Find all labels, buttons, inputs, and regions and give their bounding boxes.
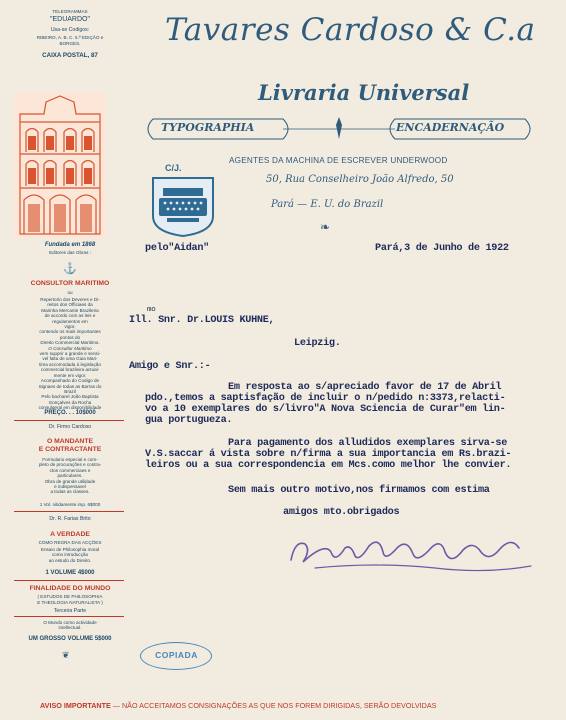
description-line: Signaes de todas as Barras do — [38, 383, 102, 389]
recipient-city: Leipzig. — [294, 338, 341, 349]
para1-line3: vo a 10 exemplares do s/livro"A Nova Sciencia de Curar"em lin- — [145, 404, 506, 415]
warning-text: — NÃO ACCEITAMOS CONSIGNAÇÕES AS QUE NOS FOREM DIRIGIDAS, SERÃO DEVOLVIDAS — [110, 701, 437, 710]
description-line: Direito Commercial Maritimo. — [40, 340, 100, 346]
book4-description — [10, 620, 130, 631]
caixa-postal: CAIXA POSTAL, 87 — [42, 52, 98, 59]
closing-line2: amigos mto.obrigados — [283, 507, 400, 518]
warning-label: AVISO IMPORTANTE — [40, 701, 111, 710]
book3-title: A VERDADE — [50, 531, 90, 538]
book2-title: O MANDANTE — [46, 438, 94, 445]
description-line: Gonçalves da Rocha — [48, 399, 92, 405]
company-name: Tavares Cardoso & C.a — [165, 12, 536, 48]
description-line: commercial brazileira actual- — [40, 367, 100, 373]
copiada-stamp-text: COPIADA — [155, 650, 198, 660]
description-line: intellectual. — [58, 625, 82, 631]
description-line: Pelo bacharel João Baptista — [41, 394, 99, 400]
letter-date: Pará,3 de Junho de 1922 — [375, 243, 509, 254]
book1-price: PREÇO. . . 10$000 — [44, 410, 96, 416]
book1-sub: ou — [67, 290, 73, 295]
description-line: consulgeral em disponibilidade — [38, 405, 102, 411]
description-line: Repertorio dos Deveres e Di- — [40, 297, 100, 302]
banner-right: ENCADERNAÇÃO — [396, 121, 505, 134]
description-line: particulares. — [57, 473, 83, 479]
company-subtitle: Livraria Universal — [258, 80, 470, 105]
codes-line3: BORGES. — [59, 41, 81, 46]
description-line: Marinha Mercante Brazileira — [41, 307, 99, 313]
description-line: ao estudo do Direito. — [48, 557, 92, 563]
description-line: pontos do — [59, 334, 81, 340]
logo-mark: C/J. — [165, 163, 182, 173]
telegram-label: TELEGRAMMAS — [52, 9, 88, 14]
description-line: e indispensavel — [54, 484, 86, 490]
book3-description — [10, 547, 130, 563]
description-line: vel falta de uma Guia Mari- — [42, 356, 98, 362]
banner-left: TYPOGRAPHIA — [161, 121, 255, 134]
para2-line2: V.S.saccar á vista sobre n/firma a sua importancia em Rs.brazi- — [145, 449, 512, 460]
book2-price: 1 Vol. nitidamente imp. 6$000 — [39, 502, 101, 507]
agents-line: AGENTES DA MACHINA DE ESCREVER UNDERWOOD — [229, 156, 448, 165]
book4-part: Terceira Parte — [53, 608, 87, 614]
description-line: O Consultor Maritimo — [48, 345, 92, 351]
book1-description — [10, 297, 130, 411]
divider — [14, 420, 124, 421]
description-line: como introducção — [51, 552, 89, 558]
building-illustration — [14, 92, 106, 238]
description-line: Ensaio de Philosophia moral — [40, 547, 100, 552]
description-line: O Mundo como actividade — [43, 620, 97, 625]
para2-line3: leiros ou a sua correspondencia em Mcs.como melhor lhe convier. — [145, 460, 512, 471]
description-line: pleto de procurações e contra- — [38, 462, 102, 468]
book1-author: Dr. Firmo Cardoso — [48, 424, 92, 430]
description-line: regulamentos em — [52, 318, 88, 324]
closing-line1: Sem mais outro motivo,nos firmamos com estima — [228, 485, 490, 496]
typewriter-logo — [149, 166, 217, 238]
title-superscript: mo — [147, 306, 156, 314]
description-line: vigor, — [64, 324, 76, 330]
description-line: Brazil — [64, 388, 76, 394]
via-ship: pelo"Aidan" — [145, 243, 209, 254]
para2-line1: Para pagamento dos alludidos exemplares sirva-se — [228, 438, 508, 449]
book2-title2: E CONTRACTANTE — [38, 446, 102, 453]
divider — [14, 580, 124, 581]
codes-line1: Usa-se Codigos: — [50, 27, 90, 33]
description-line: reitos dos Officiaes da — [47, 302, 93, 308]
divider — [14, 616, 124, 617]
book4-title: FINALIDADE DO MUNDO — [29, 585, 111, 592]
book2-author: Dr. R. Farias Brito — [49, 516, 91, 522]
address-line: 50, Rua Conselheiro João Alfredo, 50 — [266, 174, 454, 185]
description-line: mente em vigor. — [53, 372, 87, 378]
founded: Fundada em 1868 — [44, 242, 96, 248]
footer-warning — [40, 701, 436, 710]
book3-price: 1 VOLUME 4$000 — [45, 570, 95, 576]
book4-sub1: ( ESTUDOS DE PHILOSOPHIA — [37, 594, 103, 599]
para1-line4: gua portugueza. — [145, 415, 233, 426]
book1-title: CONSULTOR MARITIMO — [30, 280, 110, 287]
editors-label: Editores das Obras : — [49, 250, 91, 255]
ornament-icon: ❦ — [62, 650, 70, 660]
description-line: de accordo com as leis e — [44, 313, 96, 319]
ornament-icon: ❧ — [320, 220, 331, 234]
description-line: contendo os mais importantes — [39, 329, 101, 335]
book4-price: UM GROSSO VOLUME 5$000 — [28, 636, 112, 642]
description-line: ctos commerciaes e — [49, 467, 91, 473]
description-line: tima accomodada á legislação — [39, 361, 101, 367]
description-line: vem supprir a grande e sensi- — [39, 351, 101, 357]
recipient: Ill. Snr. Dr.LOUIS KUHNE, — [129, 315, 275, 326]
signature — [285, 522, 535, 582]
description-line: Acompanhado do Codigo de — [40, 378, 100, 384]
codes-line2: RIBEIRO, A. B. C. 5.ª EDIÇÃO e — [36, 35, 104, 40]
description-line: Formulario especial e com- — [42, 457, 98, 462]
para1-line1: Em resposta ao s/apreciado favor de 17 de Abril — [228, 382, 502, 393]
book4-sub2: E THEOLOGIA NATURALISTA ) — [37, 600, 103, 605]
description-line: Obra de grande utilidade — [44, 478, 96, 484]
telegram-word: "EDUARDO" — [50, 16, 90, 23]
city-line: Pará — E. U. do Brazil — [271, 199, 384, 210]
salutation: Amigo e Snr.:- — [129, 361, 211, 372]
para1-line2: pdo.,temos a saptisfação de incluir o n/pedido n:3373,relacti- — [145, 393, 506, 404]
anchor-icon: ⚓ — [63, 263, 77, 275]
book2-description — [10, 457, 130, 495]
divider — [14, 511, 124, 512]
book3-sub: COMO REGRA DAS ACÇÕES — [38, 540, 102, 545]
description-line: a todas as classes. — [50, 489, 90, 495]
